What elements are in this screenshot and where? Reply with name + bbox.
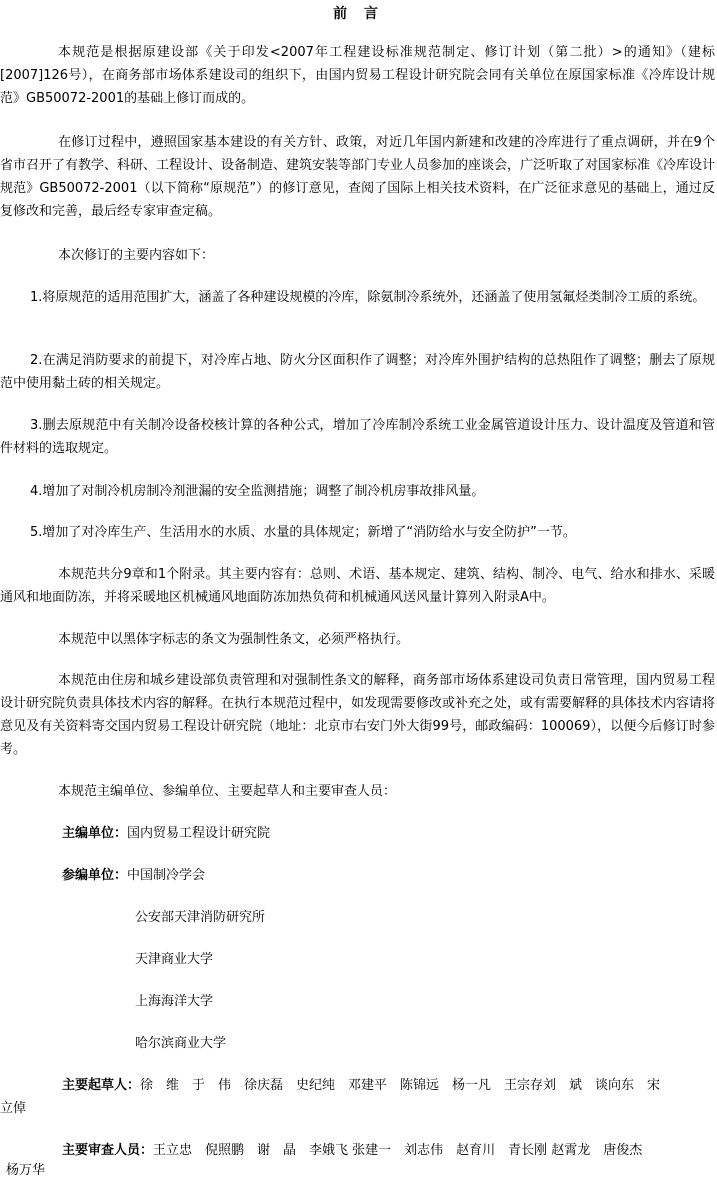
reviewers-names-continued: 杨万华 <box>6 1163 46 1178</box>
paragraph-basis: 本规范是根据原建设部《关于印发<2007年工程建设标准规范制定、修订计划（第二批）>的通知》（建标[2007]126号），在商务部市场体系建设司的组织下，由国内贸易工程设计研究院会同有关单位在原国家标准《冷库设计规范》GB50072-2001的基础上修订而成的。 <box>0 45 715 106</box>
paragraph-management: 本规范由住房和城乡建设部负责管理和对强制性条文的解释，商务部市场体系建设司负责日常管理，国内贸易工程设计研究院负责具体技术内容的解释。在执行本规范过程中，如发现需要修改或补充之处，或有需要解释的具体技术内容请将意见及有关资料寄交国内贸易工程设计研究院（地址：北京市右安门外大街99号，邮政编码：100069），以便今后修订时参考。 <box>0 673 716 757</box>
participating-unit: 哈尔滨商业大学 <box>135 1036 227 1051</box>
reviewers-label: 主要审查人员： <box>62 1143 154 1158</box>
drafters-label: 主要起草人： <box>62 1078 141 1093</box>
paragraph-change-1: 1.将原规范的适用范围扩大，涵盖了各种建设规模的冷库，除氨制冷系统外，还涵盖了使用氢氟烃类制冷工质的系统。 <box>30 290 706 305</box>
drafters-row <box>62 1075 660 1097</box>
drafters-names: 徐 维 于 伟 徐庆磊 史纪纯 邓建平 陈锦远 杨一凡 王宗存刘 斌 谈向东 宋 <box>140 1078 661 1093</box>
participating-unit: 天津商业大学 <box>135 952 214 967</box>
chief-unit-row <box>62 823 270 845</box>
drafters-names-continued: 立倬 <box>0 1101 27 1116</box>
participating-unit: 中国制冷学会 <box>127 868 206 883</box>
paragraph-process: 在修订过程中，遵照国家基本建设的有关方针、政策，对近几年国内新建和改建的冷库进行了重点调研，并在9个省市召开了有教学、科研、工程设计、设备制造、建筑安装等部门专业人员参加的座谈会，广泛听取了对国家标准《冷库设计规范》GB50072-2001（以下简称“原规范”）的修订意见，查阅了国际上相关技术资料，在广泛征求意见的基础上，通过反复修改和完善，最后经专家审查定稿。 <box>0 135 716 219</box>
reviewers-names: 王立忠 倪照鹏 谢 晶 李娥飞 张建一 刘志伟 赵育川 青长刚 赵霄龙 唐俊杰 <box>153 1143 643 1158</box>
paragraph-change-5: 5.增加了对冷库生产、生活用水的水质、水量的具体规定；新增了“消防给水与安全防护”一节。 <box>30 525 576 540</box>
paragraph-contents: 本规范共分9章和1个附录。其主要内容有：总则、术语、基本规定、建筑、结构、制冷、电气、给水和排水、采暖通风和地面防冻，并将采暖地区机械通风地面防冻加热负荷和机械通风送风量计算列入附录A中。 <box>0 567 715 605</box>
paragraph-mandatory: 本规范中以黑体字标志的条文为强制性条文，必须严格执行。 <box>58 632 410 647</box>
paragraph-change-3: 3.删去原规范中有关制冷设备校核计算的各种公式，增加了冷库制冷系统工业金属管道设计压力、设计温度及管道和管件材料的选取规定。 <box>0 418 715 456</box>
chief-unit-label: 主编单位： <box>62 826 128 841</box>
paragraph-units-intro: 本规范主编单位、参编单位、主要起草人和主要审查人员： <box>58 784 397 799</box>
paragraph-main-changes-intro: 本次修订的主要内容如下： <box>58 248 215 263</box>
participating-units-row <box>62 865 205 887</box>
participating-units-label: 参编单位： <box>62 868 128 883</box>
paragraph-change-4: 4.增加了对制冷机房制冷剂泄漏的安全监测措施；调整了制冷机房事故排风量。 <box>30 484 485 499</box>
participating-unit: 公安部天津消防研究所 <box>135 910 266 925</box>
paragraph-change-2: 2.在满足消防要求的前提下，对冷库占地、防火分区面积作了调整；对冷库外围护结构的总热阻作了调整；删去了原规范中使用黏土砖的相关规定。 <box>0 353 715 391</box>
participating-unit: 上海海洋大学 <box>135 994 214 1009</box>
page-title: 前 言 <box>333 6 384 22</box>
reviewers-row <box>62 1140 642 1162</box>
chief-unit-value: 国内贸易工程设计研究院 <box>127 826 271 841</box>
